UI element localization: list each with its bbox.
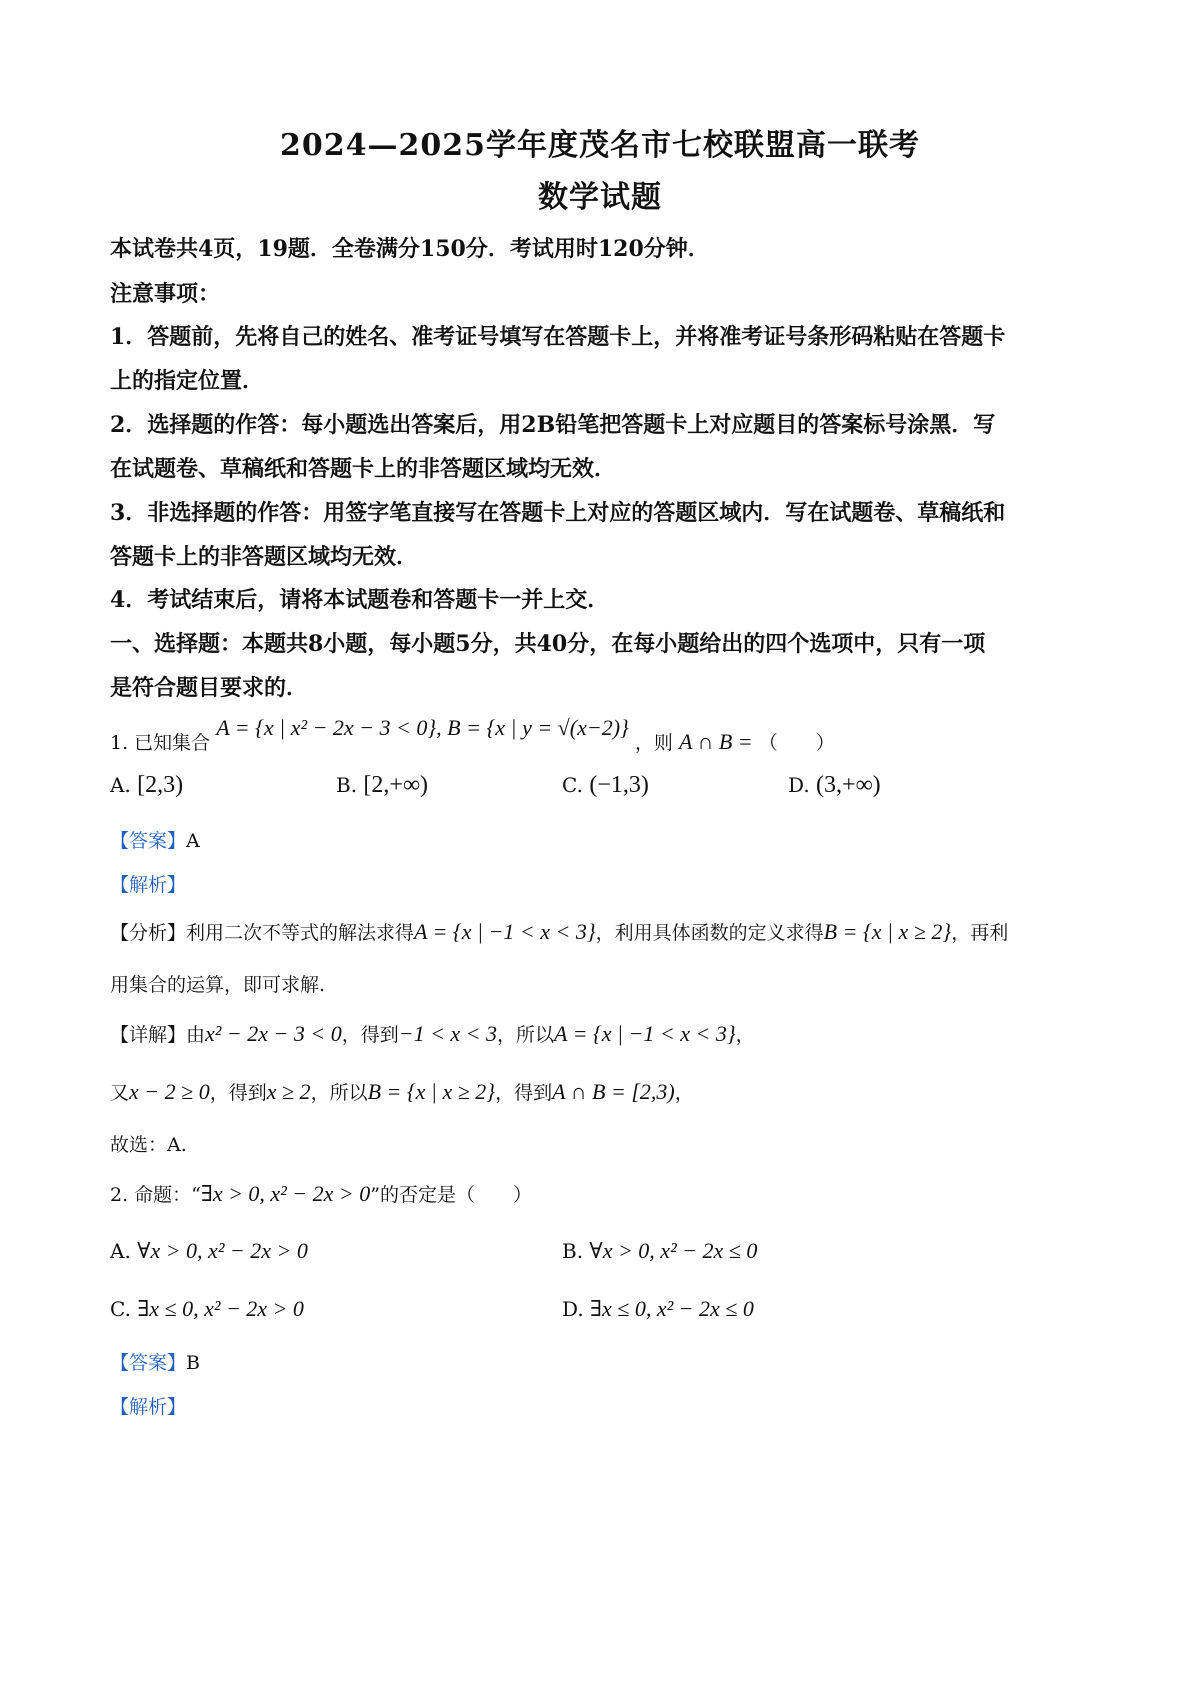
question-1-conclusion: 故选：A. bbox=[110, 1134, 187, 1156]
option-label: A. bbox=[110, 773, 131, 797]
fenxi-text-1: 利用二次不等式的解法求得 bbox=[186, 922, 415, 944]
question-1-fenxi-line-2: 用集合的运算，即可求解. bbox=[110, 974, 326, 996]
fenxi-text-3: ，再利 bbox=[951, 922, 1009, 944]
question-1-option-b bbox=[336, 772, 428, 799]
question-1-analysis-tag bbox=[110, 870, 186, 897]
xj-text: 又 bbox=[110, 1082, 130, 1104]
question-1-stem bbox=[110, 715, 835, 755]
option-label: D. bbox=[562, 1297, 584, 1321]
xj-text: ，得到 bbox=[209, 1082, 267, 1104]
option-label: D. bbox=[788, 773, 810, 797]
question-2-analysis-tag bbox=[110, 1392, 186, 1419]
analysis-tag: 【解析】 bbox=[110, 1396, 187, 1418]
question-1-xiangjie-line-1 bbox=[110, 1020, 755, 1047]
xj-math: B = {x | x ≥ 2} bbox=[367, 1079, 496, 1104]
question-1-option-c bbox=[562, 772, 649, 799]
question-2-option-b bbox=[562, 1238, 757, 1264]
fenxi-text-2: ，利用具体函数的定义求得 bbox=[595, 922, 824, 944]
xj-text: ， bbox=[674, 1082, 694, 1104]
option-value: ∀x > 0, x² − 2x > 0 bbox=[137, 1238, 308, 1263]
note-3-line-2: 答题卡上的非答题区域均无效． bbox=[110, 544, 419, 570]
exam-subtitle: 数学试题 bbox=[538, 180, 662, 215]
question-1-option-d bbox=[788, 772, 881, 799]
fenxi-set-a: A = {x | −1 < x < 3} bbox=[414, 919, 596, 944]
xj-math: A ∩ B = [2,3) bbox=[552, 1079, 675, 1104]
option-label: A. bbox=[110, 1239, 131, 1263]
option-value: (3,+∞) bbox=[816, 772, 881, 798]
note-2-line-1: 2．选择题的作答：每小题选出答案后，用2B铅笔把答题卡上对应题目的答案标号涂黑．写 bbox=[110, 412, 996, 438]
question-2-option-a bbox=[110, 1238, 308, 1264]
exam-summary: 本试卷共4页，19题．全卷满分150分．考试用时120分钟． bbox=[110, 236, 710, 262]
xj-math: −1 < x < 3 bbox=[398, 1021, 498, 1046]
section-1-line-2: 是符合题目要求的． bbox=[110, 675, 309, 701]
fenxi-set-b: B = {x | x ≥ 2} bbox=[823, 919, 952, 944]
exam-title: 2024—2025学年度茂名市七校联盟高一联考 bbox=[280, 128, 920, 163]
xj-text: ， bbox=[735, 1024, 755, 1046]
option-label: C. bbox=[110, 1297, 131, 1321]
xj-math: x − 2 ≥ 0 bbox=[129, 1079, 210, 1104]
fenxi-tag: 【分析】 bbox=[110, 922, 187, 944]
note-1-line-2: 上的指定位置． bbox=[110, 368, 265, 394]
note-2-line-2: 在试题卷、草稿纸和答题卡上的非答题区域均无效． bbox=[110, 456, 617, 482]
question-1-mid: ，则 bbox=[634, 732, 673, 754]
question-1-paren: （ ） bbox=[758, 732, 835, 754]
option-label: B. bbox=[336, 773, 358, 797]
xj-text: ，所以 bbox=[310, 1082, 368, 1104]
section-1-line-1: 一、选择题：本题共8小题，每小题5分，共40分，在每小题给出的四个选项中，只有一项 bbox=[110, 631, 986, 657]
answer-value: A bbox=[186, 830, 200, 852]
answer-tag: 【答案】 bbox=[110, 1352, 187, 1374]
question-2-stem bbox=[110, 1180, 532, 1207]
answer-value: B bbox=[186, 1352, 200, 1374]
option-value: ∀x > 0, x² − 2x ≤ 0 bbox=[589, 1238, 758, 1263]
option-label: B. bbox=[562, 1239, 584, 1263]
question-1-sets: A = {x | x² − 2x − 3 < 0}, B = {x | y = √(x−2)} bbox=[216, 715, 629, 740]
xj-math: A = {x | −1 < x < 3} bbox=[554, 1021, 736, 1046]
question-1-fenxi-line-1 bbox=[110, 918, 1008, 945]
option-value: ∃x ≤ 0, x² − 2x > 0 bbox=[137, 1296, 304, 1321]
xj-text: 由 bbox=[186, 1024, 206, 1046]
question-2-answer bbox=[110, 1348, 200, 1375]
note-3-line-1: 3．非选择题的作答：用签字笔直接写在答题卡上对应的答题区域内．写在试题卷、草稿纸和 bbox=[110, 500, 1006, 526]
answer-tag: 【答案】 bbox=[110, 830, 187, 852]
question-1-xiangjie-line-2 bbox=[110, 1078, 694, 1105]
xj-math: x² − 2x − 3 < 0 bbox=[205, 1021, 342, 1046]
question-2-prefix: 2. 命题：“ bbox=[110, 1184, 201, 1206]
question-2-option-c bbox=[110, 1296, 304, 1322]
question-1-answer bbox=[110, 826, 200, 853]
note-1-line-1: 1．答题前，先将自己的姓名、准考证号填写在答题卡上，并将准考证号条形码粘贴在答题卡 bbox=[110, 324, 1006, 350]
question-1-expr: A ∩ B = bbox=[678, 729, 753, 754]
option-value: [2,3) bbox=[137, 772, 184, 798]
option-value: (−1,3) bbox=[589, 772, 649, 798]
option-value: [2,+∞) bbox=[363, 772, 429, 798]
xj-text: ，所以 bbox=[497, 1024, 555, 1046]
question-2-proposition: ∃x > 0, x² − 2x > 0 bbox=[200, 1181, 371, 1206]
option-label: C. bbox=[562, 773, 583, 797]
xj-text: ，得到 bbox=[495, 1082, 553, 1104]
question-1-prefix: 1. 已知集合 bbox=[110, 732, 211, 754]
question-2-option-d bbox=[562, 1296, 754, 1322]
question-2-suffix: ”的否定是（ ） bbox=[370, 1184, 532, 1206]
option-value: ∃x ≤ 0, x² − 2x ≤ 0 bbox=[590, 1296, 754, 1321]
notice-heading: 注意事项： bbox=[110, 281, 221, 307]
xj-text: ，得到 bbox=[341, 1024, 399, 1046]
xiangjie-tag: 【详解】 bbox=[110, 1024, 187, 1046]
analysis-tag: 【解析】 bbox=[110, 874, 187, 896]
xj-math: x ≥ 2 bbox=[266, 1079, 311, 1104]
note-4: 4．考试结束后，请将本试题卷和答题卡一并上交． bbox=[110, 587, 610, 613]
question-1-option-a bbox=[110, 772, 183, 799]
